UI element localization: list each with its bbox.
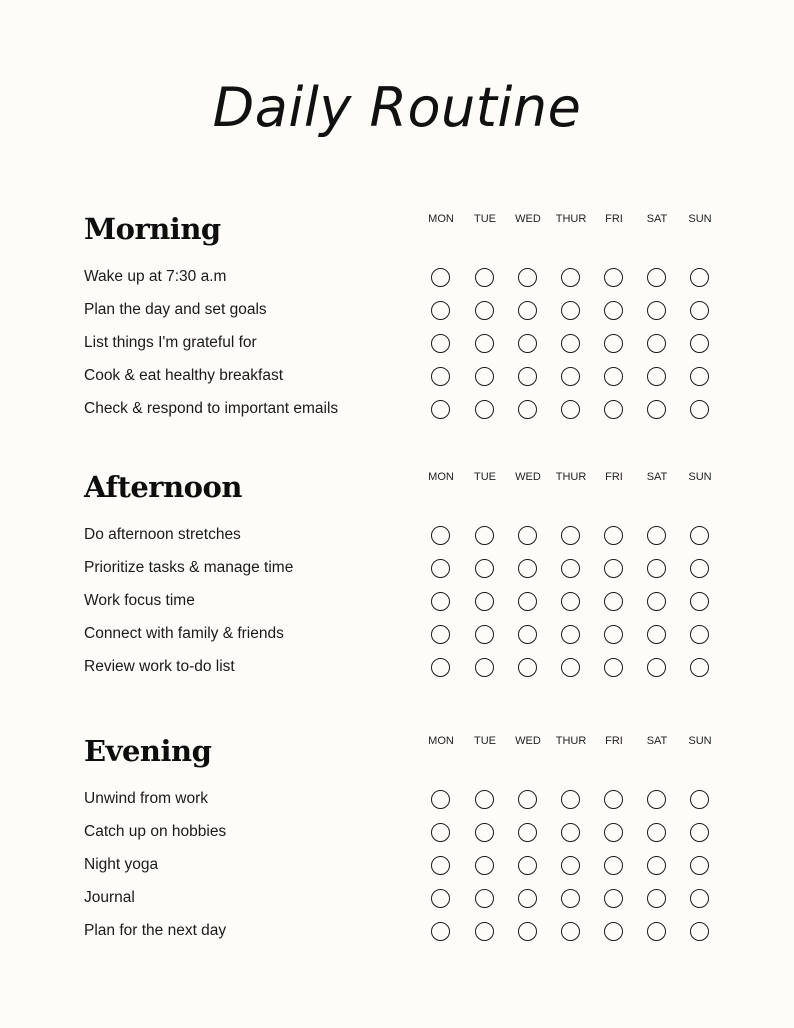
checkbox-fri[interactable]: [604, 367, 623, 386]
section-heading: Evening: [84, 734, 212, 768]
checkbox-thur[interactable]: [561, 922, 580, 941]
checkbox-mon[interactable]: [431, 658, 450, 677]
day-label-fri: FRI: [605, 471, 623, 483]
checkbox-thur[interactable]: [561, 625, 580, 644]
checkbox-wed[interactable]: [518, 559, 537, 578]
checkbox-tue[interactable]: [475, 823, 494, 842]
checkbox-thur[interactable]: [561, 559, 580, 578]
task-row: [0, 553, 794, 586]
day-label-sat: SAT: [646, 471, 668, 483]
checkbox-tue[interactable]: [475, 526, 494, 545]
day-label-tue: TUE: [474, 213, 496, 225]
checkbox-sun[interactable]: [690, 301, 709, 320]
checkbox-tue[interactable]: [475, 559, 494, 578]
checkbox-sat[interactable]: [647, 790, 666, 809]
task-row: [0, 916, 794, 949]
checkbox-thur[interactable]: [561, 592, 580, 611]
checkbox-wed[interactable]: [518, 856, 537, 875]
day-label-sat: SAT: [646, 213, 668, 225]
checkbox-sun[interactable]: [690, 658, 709, 677]
task-label: Night yoga: [84, 856, 159, 873]
checkbox-sun[interactable]: [690, 367, 709, 386]
task-row: [0, 817, 794, 850]
task-label: Prioritize tasks & manage time: [84, 559, 294, 576]
task-row: [0, 883, 794, 916]
checkbox-tue[interactable]: [475, 790, 494, 809]
day-label-fri: FRI: [605, 213, 623, 225]
checkbox-sat[interactable]: [647, 856, 666, 875]
checkbox-sat[interactable]: [647, 658, 666, 677]
day-label-wed: WED: [515, 735, 541, 747]
checkbox-sat[interactable]: [647, 823, 666, 842]
checkbox-mon[interactable]: [431, 592, 450, 611]
task-row: [0, 850, 794, 883]
checkbox-mon[interactable]: [431, 268, 450, 287]
checkbox-wed[interactable]: [518, 823, 537, 842]
checkbox-thur[interactable]: [561, 823, 580, 842]
task-label: Connect with family & friends: [84, 625, 284, 642]
task-row: [0, 520, 794, 553]
task-label: Catch up on hobbies: [84, 823, 227, 840]
checkbox-thur[interactable]: [561, 889, 580, 908]
checkbox-wed[interactable]: [518, 889, 537, 908]
checkbox-thur[interactable]: [561, 790, 580, 809]
checkbox-wed[interactable]: [518, 334, 537, 353]
checkbox-thur[interactable]: [561, 400, 580, 419]
task-row: [0, 784, 794, 817]
checkbox-wed[interactable]: [518, 658, 537, 677]
day-label-tue: TUE: [474, 735, 496, 747]
checkbox-sat[interactable]: [647, 526, 666, 545]
checkbox-mon[interactable]: [431, 922, 450, 941]
day-label-sun: SUN: [688, 213, 712, 225]
day-label-wed: WED: [515, 471, 541, 483]
checkbox-sat[interactable]: [647, 301, 666, 320]
task-label: Work focus time: [84, 592, 195, 609]
day-label-mon: MON: [428, 213, 454, 225]
checkbox-sun[interactable]: [690, 922, 709, 941]
task-row: [0, 619, 794, 652]
checkbox-mon[interactable]: [431, 526, 450, 545]
checkbox-fri[interactable]: [604, 922, 623, 941]
task-label: Plan the day and set goals: [84, 301, 267, 318]
checkbox-mon[interactable]: [431, 367, 450, 386]
checkbox-mon[interactable]: [431, 790, 450, 809]
task-row: [0, 394, 794, 427]
checkbox-tue[interactable]: [475, 889, 494, 908]
checkbox-sun[interactable]: [690, 856, 709, 875]
checkbox-fri[interactable]: [604, 625, 623, 644]
checkbox-sun[interactable]: [690, 790, 709, 809]
checkbox-sun[interactable]: [690, 526, 709, 545]
checkbox-mon[interactable]: [431, 823, 450, 842]
checkbox-thur[interactable]: [561, 301, 580, 320]
day-label-thur: THUR: [555, 735, 587, 747]
day-label-mon: MON: [428, 735, 454, 747]
checkbox-sun[interactable]: [690, 268, 709, 287]
task-label: Cook & eat healthy breakfast: [84, 367, 284, 384]
checkbox-sun[interactable]: [690, 400, 709, 419]
checkbox-wed[interactable]: [518, 922, 537, 941]
checkbox-tue[interactable]: [475, 400, 494, 419]
day-label-sun: SUN: [688, 471, 712, 483]
checkbox-sat[interactable]: [647, 559, 666, 578]
checkbox-sat[interactable]: [647, 268, 666, 287]
checkbox-tue[interactable]: [475, 658, 494, 677]
checkbox-sun[interactable]: [690, 625, 709, 644]
day-label-tue: TUE: [474, 471, 496, 483]
checkbox-fri[interactable]: [604, 400, 623, 419]
checkbox-tue[interactable]: [475, 301, 494, 320]
checkbox-sun[interactable]: [690, 889, 709, 908]
checkbox-fri[interactable]: [604, 592, 623, 611]
checkbox-thur[interactable]: [561, 334, 580, 353]
checkbox-sat[interactable]: [647, 400, 666, 419]
checkbox-sat[interactable]: [647, 889, 666, 908]
checkbox-fri[interactable]: [604, 658, 623, 677]
checkbox-fri[interactable]: [604, 790, 623, 809]
task-label: Wake up at 7:30 a.m: [84, 268, 227, 285]
checkbox-thur[interactable]: [561, 856, 580, 875]
checkbox-sat[interactable]: [647, 367, 666, 386]
checkbox-wed[interactable]: [518, 625, 537, 644]
checkbox-fri[interactable]: [604, 889, 623, 908]
checkbox-tue[interactable]: [475, 367, 494, 386]
checkbox-thur[interactable]: [561, 268, 580, 287]
checkbox-wed[interactable]: [518, 268, 537, 287]
checkbox-fri[interactable]: [604, 526, 623, 545]
checkbox-wed[interactable]: [518, 526, 537, 545]
checkbox-sun[interactable]: [690, 592, 709, 611]
task-label: Unwind from work: [84, 790, 209, 807]
day-label-thur: THUR: [555, 471, 587, 483]
checkbox-wed[interactable]: [518, 592, 537, 611]
checkbox-mon[interactable]: [431, 334, 450, 353]
checkbox-mon[interactable]: [431, 625, 450, 644]
checkbox-sat[interactable]: [647, 592, 666, 611]
checkbox-tue[interactable]: [475, 922, 494, 941]
checkbox-sun[interactable]: [690, 823, 709, 842]
checkbox-thur[interactable]: [561, 658, 580, 677]
task-row: [0, 652, 794, 685]
checkbox-tue[interactable]: [475, 334, 494, 353]
task-row: [0, 295, 794, 328]
checkbox-wed[interactable]: [518, 301, 537, 320]
checkbox-wed[interactable]: [518, 367, 537, 386]
checkbox-fri[interactable]: [604, 823, 623, 842]
checkbox-mon[interactable]: [431, 400, 450, 419]
checkbox-sun[interactable]: [690, 559, 709, 578]
day-label-mon: MON: [428, 471, 454, 483]
day-label-fri: FRI: [605, 735, 623, 747]
day-label-sun: SUN: [688, 735, 712, 747]
checkbox-thur[interactable]: [561, 526, 580, 545]
checkbox-sun[interactable]: [690, 334, 709, 353]
checkbox-sat[interactable]: [647, 625, 666, 644]
checkbox-tue[interactable]: [475, 592, 494, 611]
task-row: [0, 361, 794, 394]
task-label: List things I'm grateful for: [84, 334, 257, 351]
task-row: [0, 262, 794, 295]
day-label-sat: SAT: [646, 735, 668, 747]
checkbox-tue[interactable]: [475, 856, 494, 875]
day-label-thur: THUR: [555, 213, 587, 225]
task-label: Journal: [84, 889, 135, 906]
checkbox-fri[interactable]: [604, 856, 623, 875]
task-label: Plan for the next day: [84, 922, 227, 939]
checkbox-fri[interactable]: [604, 559, 623, 578]
task-label: Check & respond to important emails: [84, 400, 339, 417]
task-row: [0, 586, 794, 619]
section-heading: Afternoon: [84, 470, 242, 504]
checkbox-fri[interactable]: [604, 334, 623, 353]
day-label-wed: WED: [515, 213, 541, 225]
checkbox-mon[interactable]: [431, 856, 450, 875]
checkbox-mon[interactable]: [431, 301, 450, 320]
checkbox-tue[interactable]: [475, 625, 494, 644]
section-heading: Morning: [84, 212, 221, 246]
checkbox-wed[interactable]: [518, 790, 537, 809]
checkbox-fri[interactable]: [604, 268, 623, 287]
page-title: Daily Routine: [212, 76, 582, 139]
task-label: Do afternoon stretches: [84, 526, 241, 543]
checkbox-fri[interactable]: [604, 301, 623, 320]
checkbox-tue[interactable]: [475, 268, 494, 287]
checkbox-wed[interactable]: [518, 400, 537, 419]
task-row: [0, 328, 794, 361]
checkbox-sat[interactable]: [647, 334, 666, 353]
checkbox-sat[interactable]: [647, 922, 666, 941]
checkbox-thur[interactable]: [561, 367, 580, 386]
task-label: Review work to-do list: [84, 658, 235, 675]
checkbox-mon[interactable]: [431, 889, 450, 908]
checkbox-mon[interactable]: [431, 559, 450, 578]
